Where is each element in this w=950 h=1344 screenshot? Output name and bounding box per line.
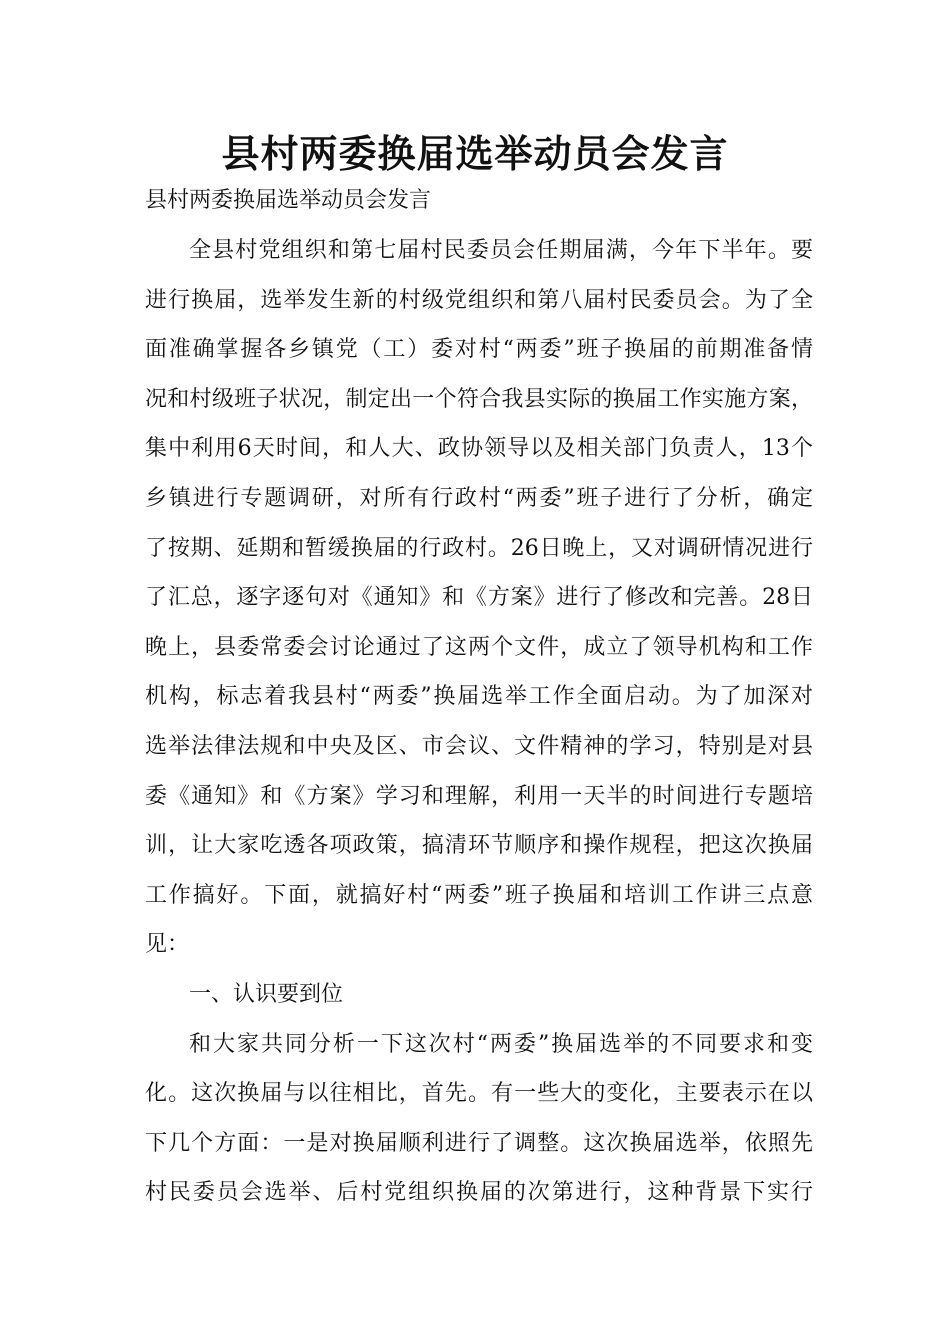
paragraph-line: 况和村级班子状况，制定出一个符合我县实际的换届工作实施方案，	[145, 386, 813, 412]
paragraph-line: 了汇总，逐字逐句对《通知》和《方案》进行了修改和完善。28日	[145, 585, 813, 611]
paragraph-line: 了按期、延期和暂缓换届的行政村。26日晚上，又对调研情况进行	[145, 535, 813, 561]
page-title: 县村两委换届选举动员会发言	[221, 131, 729, 176]
paragraph-line: 集中利用6天时间，和人大、政协领导以及相关部门负责人，13个	[145, 436, 813, 462]
paragraph-line: 全县村党组织和第七届村民委员会任期届满，今年下半年。要	[189, 238, 813, 263]
paragraph-line: 工作搞好。下面，就搞好村“两委”班子换届和培训工作讲三点意	[145, 882, 813, 908]
body-text	[145, 232, 813, 1224]
paragraph-line: 化。这次换届与以往相比，首先。有一些大的变化，主要表示在以	[145, 1081, 813, 1107]
paragraph-line: 和大家共同分析一下这次村“两委”换届选举的不同要求和变	[189, 1031, 813, 1057]
document-subtitle: 县村两委换届选举动员会发言	[145, 188, 432, 213]
paragraph-line: 村民委员会选举、后村党组织换届的次第进行，这种背景下实行	[145, 1180, 813, 1206]
paragraph-line: 下几个方面：一是对换届顺利进行了调整。这次换届选举，依照先	[145, 1130, 813, 1156]
paragraph-line: 面准确掌握各乡镇党（工）委对村“两委”班子换届的前期准备情	[145, 337, 813, 363]
paragraph-line: 选举法律法规和中央及区、市会议、文件精神的学习，特别是对县	[145, 733, 813, 759]
paragraph-line: 机构，标志着我县村“两委”换届选举工作全面启动。为了加深对	[145, 684, 813, 710]
section-heading: 一、认识要到位	[189, 981, 344, 1007]
paragraph-line: 训，让大家吃透各项政策，搞清环节顺序和操作规程，把这次换届	[145, 833, 813, 859]
paragraph-line: 委《通知》和《方案》学习和理解，利用一天半的时间进行专题培	[145, 783, 813, 809]
paragraph-line: 晚上，县委常委会讨论通过了这两个文件，成立了领导机构和工作	[145, 634, 813, 660]
paragraph-line: 进行换届，选举发生新的村级党组织和第八届村民委员会。为了全	[145, 287, 813, 313]
paragraph-line: 乡镇进行专题调研，对所有行政村“两委”班子进行了分析，确定	[145, 485, 813, 511]
paragraph-line: 见：	[145, 932, 190, 958]
